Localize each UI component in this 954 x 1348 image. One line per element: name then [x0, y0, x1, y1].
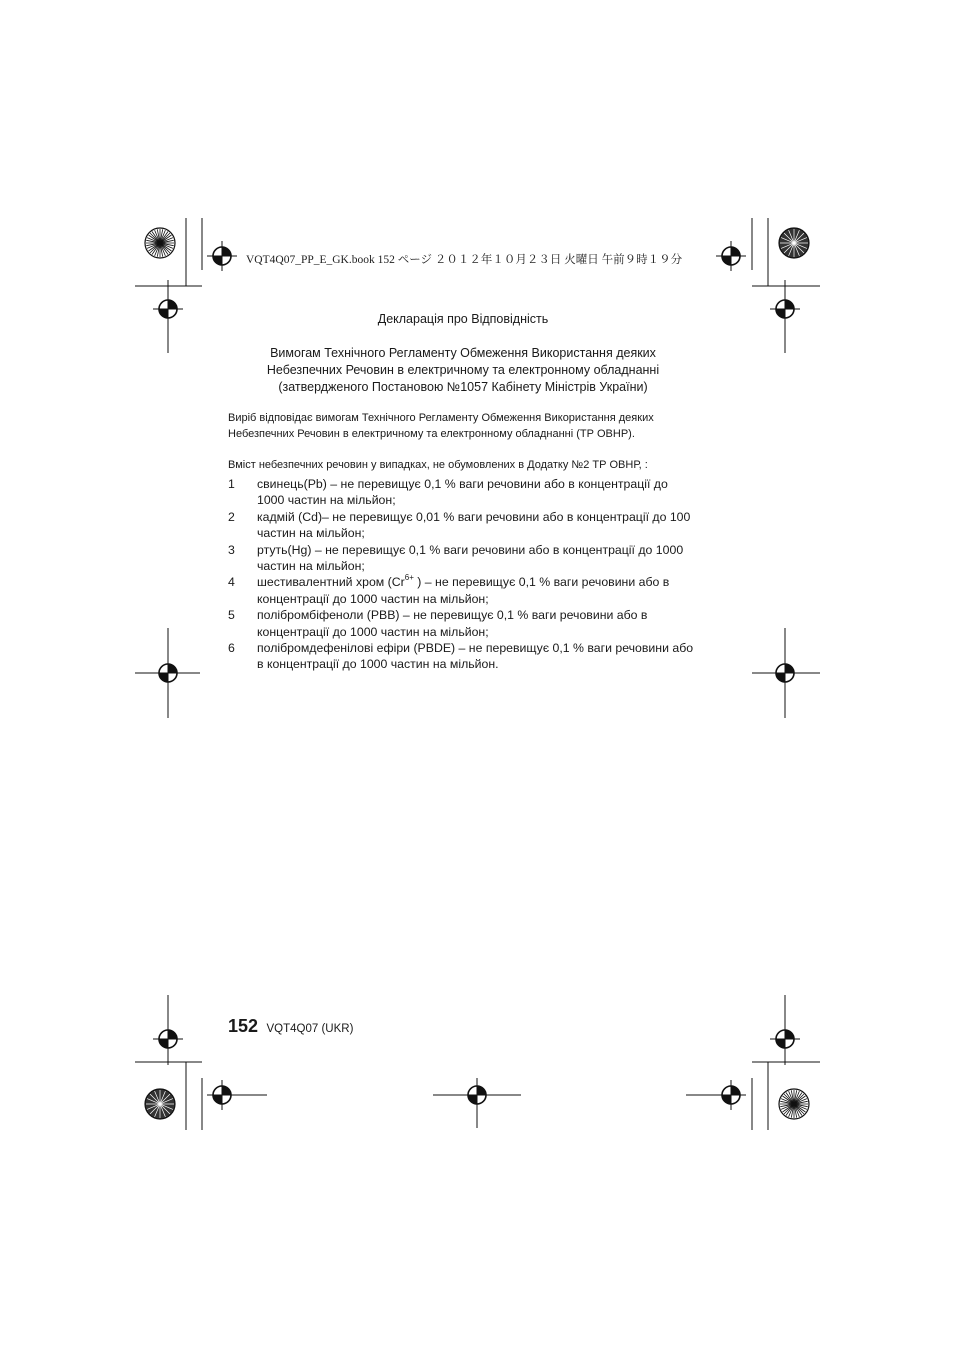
item-text: ртуть(Hg) – не перевищує 0,1 % ваги речовини або в концентрації до 1000 частин на мільйон; — [257, 542, 684, 574]
color-bar-bottom-right-icon — [779, 1089, 809, 1119]
item-number: 4 — [228, 575, 235, 590]
item-number: 6 — [228, 641, 235, 656]
item-text: полібромбіфеноли (PBB) – не перевищує 0,1 % ваги речовини або в концентрації до 1000 частин на мільйон; — [257, 608, 648, 639]
substance-list — [228, 476, 698, 673]
regulation-line: (затвердженого Постановою №1057 Кабінету Міністрів України) — [278, 380, 648, 394]
list-item — [228, 542, 698, 575]
item-number: 1 — [228, 477, 235, 491]
item-text-before: шестивалентний хром (Cr — [257, 575, 405, 590]
regulation-title — [228, 345, 698, 396]
regulation-line: Вимогам Технічного Регламенту Обмеження Використання деяких — [270, 346, 656, 360]
item-text — [257, 575, 669, 605]
list-item — [228, 607, 698, 640]
page-number: 152 — [228, 1016, 259, 1036]
item-number: 5 — [228, 608, 235, 623]
print-slug-line: VQT4Q07_PP_E_GK.book 152 ページ ２０１２年１０月２３日 火曜日 午前９時１９分 — [246, 254, 683, 266]
registration-mark-top-left-icon — [207, 241, 237, 271]
content-intro: Вміст небезпечних речовин у випадках, не обумовлених в Додатку №2 ТР ОВНР, : — [228, 459, 648, 471]
item-text: полібромдефенілові ефіри (PBDE) – не перевищує 0,1 % ваги речовини або в концентрації до 1000 частин на мільйон. — [257, 641, 694, 672]
document-code: VQT4Q07 (UKR) — [266, 1023, 354, 1035]
item-text-after: ) – не перевищує 0,1 % ваги речовини або в концентрації до 1000 частин на мільйон; — [257, 575, 670, 606]
item-text: кадмій (Cd)– не перевищує 0,01 % ваги речовини або в концентрації до 100 частин на мільйон; — [257, 509, 691, 541]
list-item — [228, 574, 698, 607]
color-bar-top-right-icon — [779, 228, 809, 258]
list-item — [228, 476, 698, 509]
compliance-line: Виріб відповідає вимогам Технічного Регламенту Обмеження Використання деяких — [228, 412, 654, 424]
item-number: 2 — [228, 509, 235, 524]
page-footer — [228, 1016, 353, 1037]
color-bar-top-left-icon — [145, 228, 175, 258]
list-item — [228, 509, 698, 542]
page-title: Декларація про Відповідність — [377, 312, 549, 326]
color-bar-bottom-left-icon — [145, 1089, 175, 1119]
superscript: 6+ — [404, 573, 414, 583]
list-item — [228, 640, 698, 673]
item-number: 3 — [228, 542, 235, 557]
item-text: свинець(Pb) – не перевищує 0,1 % ваги речовини або в концентрації до 1000 частин на мільйон; — [257, 477, 668, 508]
compliance-statement — [228, 411, 708, 442]
regulation-line: Небезпечних Речовин в електричному та електронному обладнанні — [266, 363, 660, 377]
compliance-line: Небезпечних Речовин в електричному та електронному обладнанні (ТР ОВНР). — [228, 427, 635, 440]
